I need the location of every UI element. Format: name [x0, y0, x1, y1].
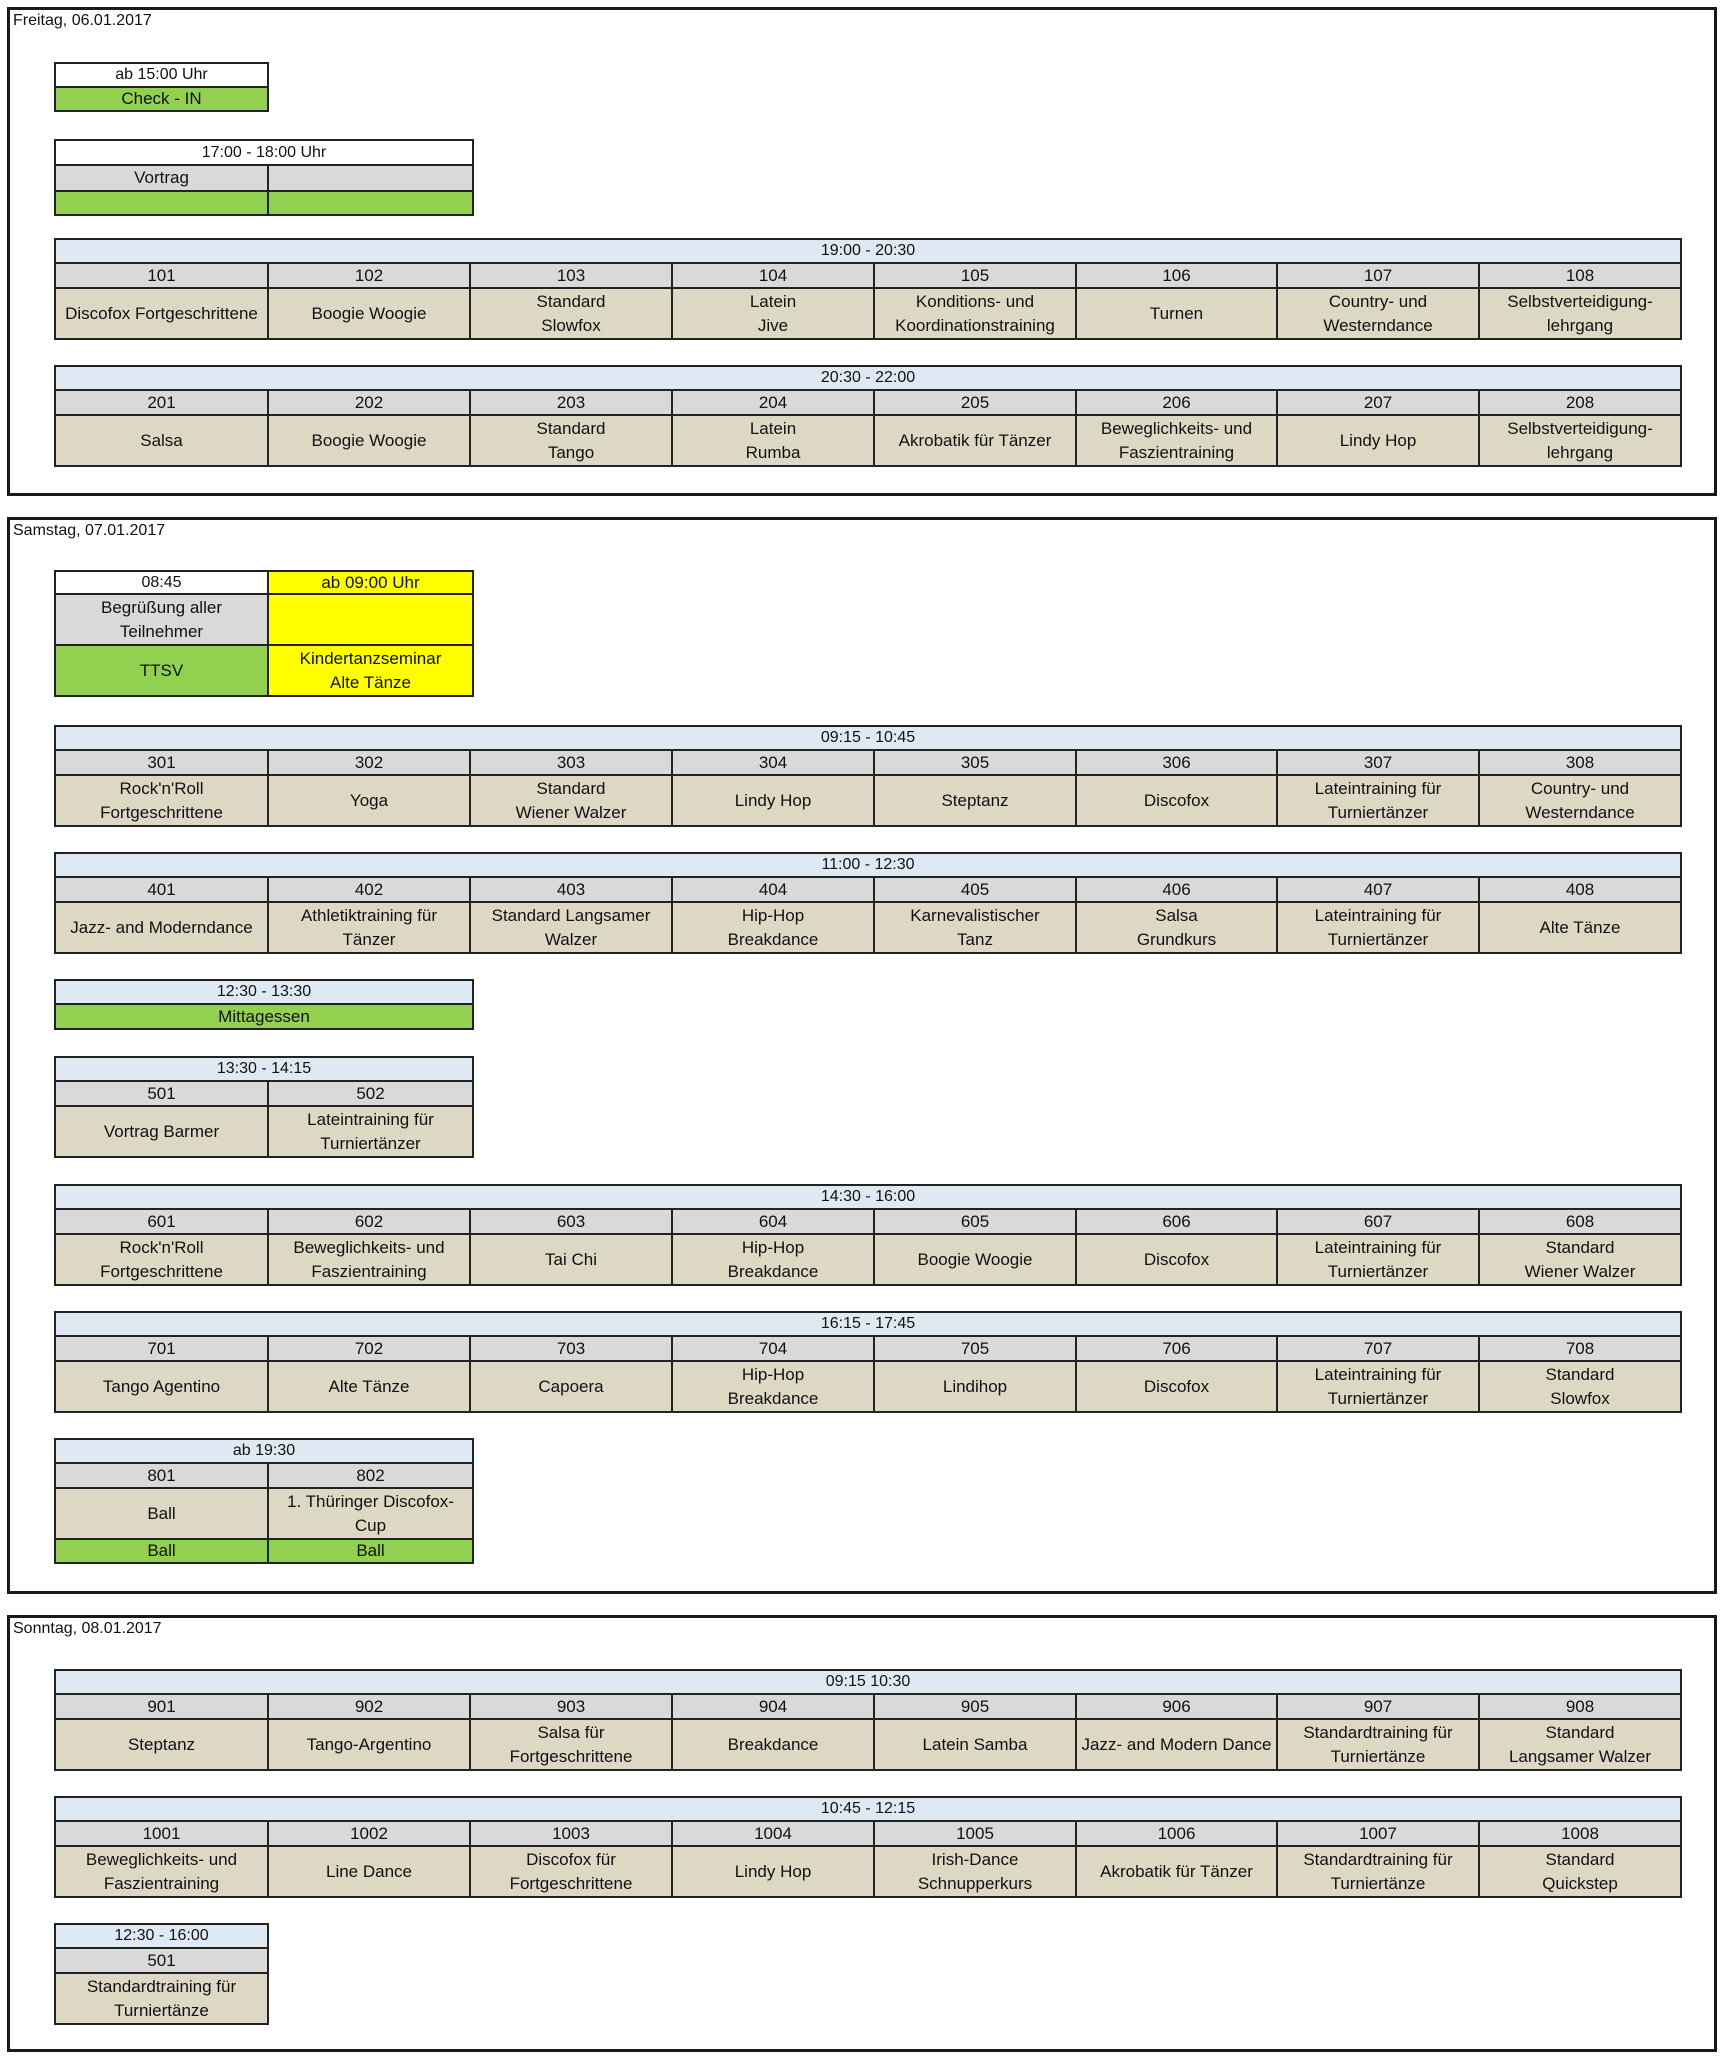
- session-number: 306: [1077, 751, 1278, 776]
- slot-time: 14:30 - 16:00: [54, 1184, 1682, 1210]
- lunch-label: Mittagessen: [54, 1005, 474, 1030]
- session-name: Yoga: [269, 776, 471, 827]
- session-name: Boogie Woogie: [875, 1235, 1077, 1286]
- day-title: Sonntag, 08.01.2017: [13, 1620, 162, 1637]
- session-name: Jazz- and Modern Dance: [1077, 1720, 1278, 1771]
- vortrag-green: [54, 192, 269, 216]
- session-name: Lateintraining für Turniertänzer: [1278, 903, 1480, 954]
- session-name: Boogie Woogie: [269, 416, 471, 467]
- slot-block: [54, 1311, 1682, 1413]
- welcome-label: Begrüßung aller Teilnehmer: [54, 595, 269, 646]
- session-number: 904: [673, 1695, 875, 1720]
- session-number: 1007: [1278, 1822, 1480, 1847]
- session-number: 201: [54, 391, 269, 416]
- session-number: 308: [1480, 751, 1682, 776]
- session-name: Discofox: [1077, 1362, 1278, 1413]
- slot-time: 10:45 - 12:15: [54, 1796, 1682, 1822]
- session-name: Salsa Grundkurs: [1077, 903, 1278, 954]
- session-number: 1003: [471, 1822, 673, 1847]
- session-name: Discofox: [1077, 776, 1278, 827]
- session-name: Ball: [54, 1489, 269, 1540]
- checkin-block: [54, 62, 269, 112]
- session-name: Steptanz: [875, 776, 1077, 827]
- session-name: Hip-Hop Breakdance: [673, 1362, 875, 1413]
- session-number: 907: [1278, 1695, 1480, 1720]
- ball-tag: Ball: [269, 1540, 474, 1564]
- session-name: Selbstverteidigung- lehrgang: [1480, 289, 1682, 340]
- session-name: 1. Thüringer Discofox- Cup: [269, 1489, 474, 1540]
- session-number: 107: [1278, 264, 1480, 289]
- lunch-time: 12:30 - 13:30: [54, 979, 474, 1005]
- session-number: 204: [673, 391, 875, 416]
- session-number: 1006: [1077, 1822, 1278, 1847]
- slot-block: [54, 725, 1682, 827]
- session-name: Lateintraining für Turniertänzer: [1278, 1362, 1480, 1413]
- day-friday: [7, 7, 1717, 496]
- session-name: Latein Jive: [673, 289, 875, 340]
- session-number: 501: [54, 1082, 269, 1107]
- session-number: 407: [1278, 878, 1480, 903]
- session-number: 703: [471, 1337, 673, 1362]
- session-number: 405: [875, 878, 1077, 903]
- session-number: 302: [269, 751, 471, 776]
- session-number: 105: [875, 264, 1077, 289]
- slot-block: [54, 238, 1682, 340]
- vortrag-label: Vortrag: [54, 166, 269, 192]
- slot-block: [54, 1669, 1682, 1771]
- slot-block: [54, 1184, 1682, 1286]
- welcome-org: TTSV: [54, 646, 269, 697]
- session-name: Capoera: [471, 1362, 673, 1413]
- session-number: 103: [471, 264, 673, 289]
- session-name: Standard Wiener Walzer: [1480, 1235, 1682, 1286]
- session-name: Standard Slowfox: [1480, 1362, 1682, 1413]
- session-number: 203: [471, 391, 673, 416]
- session-name: Lindihop: [875, 1362, 1077, 1413]
- slot-time: 11:00 - 12:30: [54, 852, 1682, 878]
- lunch-block: [54, 979, 474, 1030]
- session-number: 305: [875, 751, 1077, 776]
- kids-label: Kindertanzseminar Alte Tänze: [269, 646, 474, 697]
- session-name: Beweglichkeits- und Faszientraining: [54, 1847, 269, 1898]
- session-name: Akrobatik für Tänzer: [875, 416, 1077, 467]
- slot-time: 19:00 - 20:30: [54, 238, 1682, 264]
- vortrag-block: [54, 139, 474, 216]
- session-name: Latein Samba: [875, 1720, 1077, 1771]
- session-name: Steptanz: [54, 1720, 269, 1771]
- session-number: 903: [471, 1695, 673, 1720]
- session-number: 402: [269, 878, 471, 903]
- session-number: 303: [471, 751, 673, 776]
- session-name: Konditions- und Koordinationstraining: [875, 289, 1077, 340]
- session-number: 408: [1480, 878, 1682, 903]
- session-name: Jazz- and Moderndance: [54, 903, 269, 954]
- session-number: 901: [54, 1695, 269, 1720]
- session-name: Latein Rumba: [673, 416, 875, 467]
- session-name: Alte Tänze: [1480, 903, 1682, 954]
- session-number: 604: [673, 1210, 875, 1235]
- session-name: Lateintraining für Turniertänzer: [1278, 1235, 1480, 1286]
- session-name: Tai Chi: [471, 1235, 673, 1286]
- session-name: Standardtraining für Turniertänze: [1278, 1720, 1480, 1771]
- session-name: Rock'n'Roll Fortgeschrittene: [54, 1235, 269, 1286]
- vortrag-green: [269, 192, 474, 216]
- day-sunday: [7, 1615, 1717, 2052]
- welcome-time: 08:45: [54, 570, 269, 595]
- session-number: 406: [1077, 878, 1278, 903]
- session-number: 606: [1077, 1210, 1278, 1235]
- vortrag-time: 17:00 - 18:00 Uhr: [54, 139, 474, 166]
- session-number: 101: [54, 264, 269, 289]
- session-name: Salsa für Fortgeschrittene: [471, 1720, 673, 1771]
- session-name: Discofox für Fortgeschrittene: [471, 1847, 673, 1898]
- session-number: 307: [1278, 751, 1480, 776]
- day-title: Freitag, 06.01.2017: [13, 12, 152, 29]
- slot-block: [54, 1796, 1682, 1898]
- session-name: Salsa: [54, 416, 269, 467]
- session-number: 905: [875, 1695, 1077, 1720]
- session-number: 1002: [269, 1822, 471, 1847]
- session-name: Lateintraining für Turniertänzer: [269, 1107, 474, 1158]
- ball-tag: Ball: [54, 1540, 269, 1564]
- session-name: Standard Slowfox: [471, 289, 673, 340]
- slot-time: 09:15 - 10:45: [54, 725, 1682, 751]
- vortrag-empty: [269, 166, 474, 192]
- session-name: Country- und Westerndance: [1480, 776, 1682, 827]
- session-name: Lindy Hop: [673, 1847, 875, 1898]
- session-number: 908: [1480, 1695, 1682, 1720]
- session-name: Rock'n'Roll Fortgeschrittene: [54, 776, 269, 827]
- evening-time: ab 19:30: [54, 1438, 474, 1464]
- session-number: 1001: [54, 1822, 269, 1847]
- session-name: Lindy Hop: [673, 776, 875, 827]
- session-name: Selbstverteidigung- lehrgang: [1480, 416, 1682, 467]
- kids-empty: [269, 595, 474, 646]
- slot-time: 09:15 10:30: [54, 1669, 1682, 1695]
- session-number: 801: [54, 1464, 269, 1489]
- session-name: Standardtraining für Turniertänze: [54, 1974, 269, 2025]
- session-number: 108: [1480, 264, 1682, 289]
- session-name: Line Dance: [269, 1847, 471, 1898]
- session-number: 403: [471, 878, 673, 903]
- session-number: 605: [875, 1210, 1077, 1235]
- session-name: Standard Langsamer Walzer: [1480, 1720, 1682, 1771]
- afternoon-block: [54, 1056, 474, 1158]
- session-number: 701: [54, 1337, 269, 1362]
- session-name: Karnevalistischer Tanz: [875, 903, 1077, 954]
- session-number: 404: [673, 878, 875, 903]
- session-name: Discofox: [1077, 1235, 1278, 1286]
- slot-block: [54, 852, 1682, 954]
- session-name: Standardtraining für Turniertänze: [1278, 1847, 1480, 1898]
- checkin-time: ab 15:00 Uhr: [54, 62, 269, 88]
- session-name: Tango Agentino: [54, 1362, 269, 1413]
- session-name: Standard Tango: [471, 416, 673, 467]
- session-name: Standard Langsamer Walzer: [471, 903, 673, 954]
- session-name: Vortrag Barmer: [54, 1107, 269, 1158]
- session-name: Standard Wiener Walzer: [471, 776, 673, 827]
- final-block: [54, 1923, 269, 2025]
- session-number: 304: [673, 751, 875, 776]
- session-number: 1004: [673, 1822, 875, 1847]
- session-name: Irish-Dance Schnupperkurs: [875, 1847, 1077, 1898]
- session-number: 702: [269, 1337, 471, 1362]
- session-number: 902: [269, 1695, 471, 1720]
- session-number: 208: [1480, 391, 1682, 416]
- session-number: 202: [269, 391, 471, 416]
- session-number: 607: [1278, 1210, 1480, 1235]
- slot-block: [54, 365, 1682, 467]
- session-number: 1005: [875, 1822, 1077, 1847]
- session-number: 106: [1077, 264, 1278, 289]
- kids-time: ab 09:00 Uhr: [269, 570, 474, 595]
- session-number: 706: [1077, 1337, 1278, 1362]
- slot-time: 16:15 - 17:45: [54, 1311, 1682, 1337]
- slot-time: 20:30 - 22:00: [54, 365, 1682, 391]
- session-name: Country- und Westerndance: [1278, 289, 1480, 340]
- session-name: Alte Tänze: [269, 1362, 471, 1413]
- checkin-label: Check - IN: [54, 88, 269, 112]
- afternoon-time: 13:30 - 14:15: [54, 1056, 474, 1082]
- day-saturday: [7, 517, 1717, 1594]
- session-number: 601: [54, 1210, 269, 1235]
- evening-block: [54, 1438, 474, 1564]
- session-name: Lateintraining für Turniertänzer: [1278, 776, 1480, 827]
- day-title: Samstag, 07.01.2017: [13, 522, 166, 539]
- session-number: 707: [1278, 1337, 1480, 1362]
- session-name: Tango-Argentino: [269, 1720, 471, 1771]
- final-time: 12:30 - 16:00: [54, 1923, 269, 1949]
- session-number: 608: [1480, 1210, 1682, 1235]
- session-number: 602: [269, 1210, 471, 1235]
- session-number: 102: [269, 264, 471, 289]
- session-name: Lindy Hop: [1278, 416, 1480, 467]
- session-number: 802: [269, 1464, 474, 1489]
- session-number: 705: [875, 1337, 1077, 1362]
- session-name: Breakdance: [673, 1720, 875, 1771]
- session-name: Boogie Woogie: [269, 289, 471, 340]
- session-number: 708: [1480, 1337, 1682, 1362]
- session-number: 206: [1077, 391, 1278, 416]
- session-name: Turnen: [1077, 289, 1278, 340]
- session-number: 1008: [1480, 1822, 1682, 1847]
- session-number: 205: [875, 391, 1077, 416]
- session-number: 501: [54, 1949, 269, 1974]
- session-name: Hip-Hop Breakdance: [673, 1235, 875, 1286]
- session-name: Beweglichkeits- und Faszientraining: [1077, 416, 1278, 467]
- session-number: 301: [54, 751, 269, 776]
- session-name: Hip-Hop Breakdance: [673, 903, 875, 954]
- session-name: Beweglichkeits- und Faszientraining: [269, 1235, 471, 1286]
- session-number: 704: [673, 1337, 875, 1362]
- session-number: 906: [1077, 1695, 1278, 1720]
- session-number: 104: [673, 264, 875, 289]
- welcome-block: [54, 570, 474, 697]
- session-name: Akrobatik für Tänzer: [1077, 1847, 1278, 1898]
- session-number: 401: [54, 878, 269, 903]
- session-number: 603: [471, 1210, 673, 1235]
- session-name: Standard Quickstep: [1480, 1847, 1682, 1898]
- session-name: Discofox Fortgeschrittene: [54, 289, 269, 340]
- session-number: 502: [269, 1082, 474, 1107]
- session-name: Athletiktraining für Tänzer: [269, 903, 471, 954]
- session-number: 207: [1278, 391, 1480, 416]
